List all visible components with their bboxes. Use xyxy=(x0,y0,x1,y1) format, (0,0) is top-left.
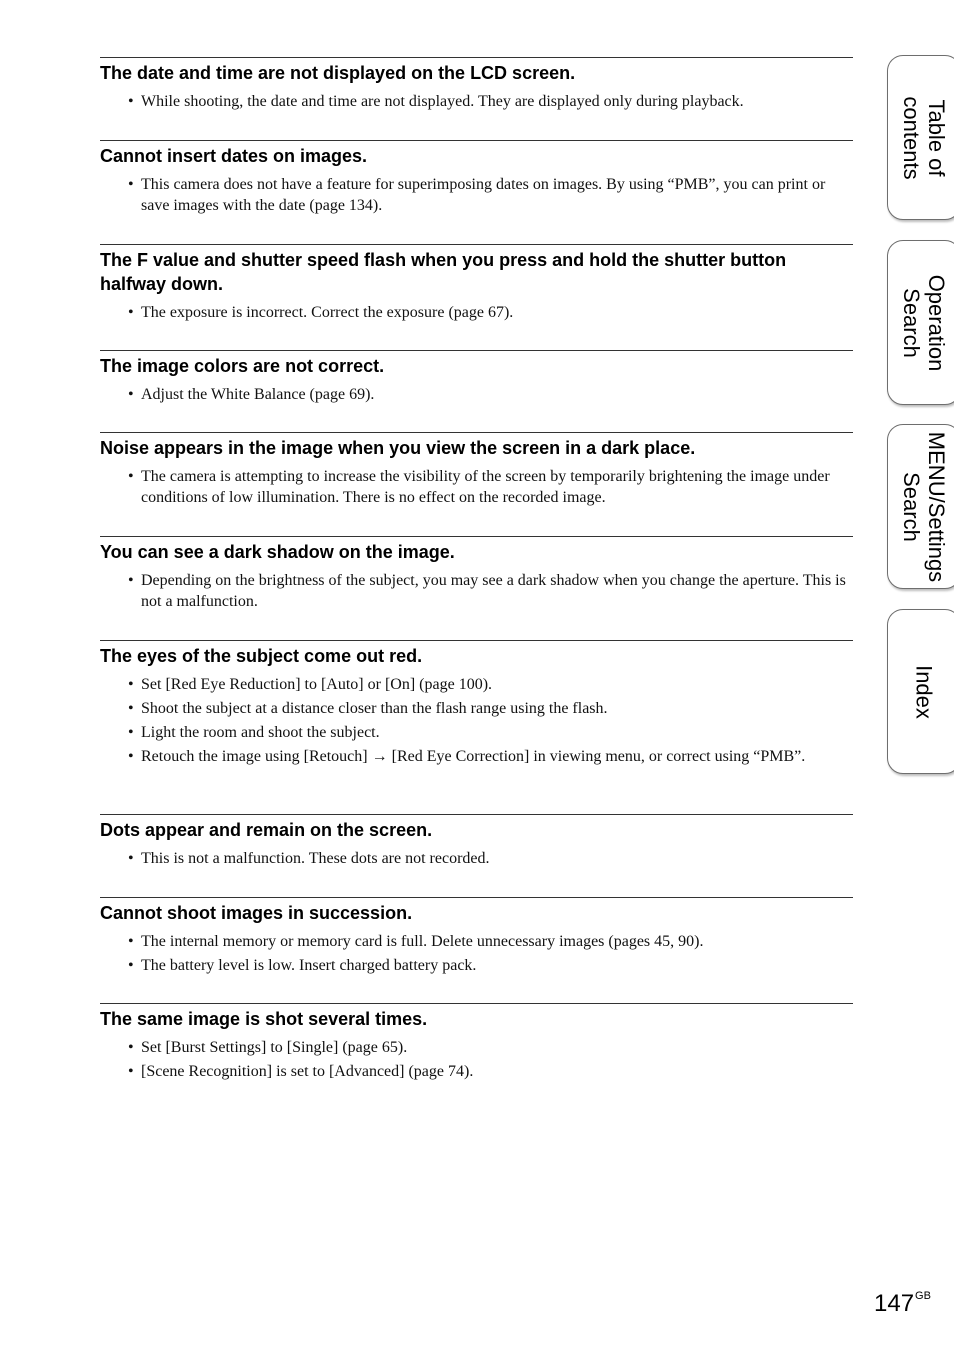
section-dots xyxy=(100,814,853,897)
bullet-list xyxy=(100,925,853,976)
bullet-item: • Set [Red Eye Reduction] to [Auto] or [On] (page 100). xyxy=(100,674,853,695)
tab-label: MENU/Settings Search xyxy=(899,431,949,582)
bullet-item: • Adjust the White Balance (page 69). xyxy=(100,384,853,405)
bullet-list xyxy=(100,564,853,612)
bullet-list xyxy=(100,668,853,767)
section-heading: The F value and shutter speed flash when you press and hold the shutter button halfway down. xyxy=(100,250,787,294)
bullet-list xyxy=(100,842,853,869)
bullet-item: • Shoot the subject at a distance closer than the flash range using the flash. xyxy=(100,698,853,719)
bullet-item: • Retouch the image using [Retouch] → [Red Eye Correction] in viewing menu, or correct using “PMB”. xyxy=(100,746,853,767)
section-heading: Cannot shoot images in succession. xyxy=(100,903,413,923)
bullet-item: • The exposure is incorrect. Correct the exposure (page 67). xyxy=(100,302,853,323)
tab-table-of-contents[interactable] xyxy=(887,55,954,220)
bullet-list xyxy=(100,296,853,323)
troubleshooting-content xyxy=(100,57,853,1094)
tab-label: Table of contents xyxy=(899,95,949,180)
section-dark-shadow xyxy=(100,536,853,640)
page-region-code: GB xyxy=(915,1290,931,1302)
bullet-list xyxy=(100,168,853,216)
bullet-list xyxy=(100,1031,853,1082)
section-date-time xyxy=(100,57,853,140)
section-same-image xyxy=(100,1003,853,1094)
tab-label: Index xyxy=(911,664,937,719)
bullet-item: • The internal memory or memory card is full. Delete unnecessary images (pages 45, 90). xyxy=(100,931,853,952)
section-heading: Dots appear and remain on the screen. xyxy=(100,820,433,840)
tab-index[interactable] xyxy=(887,609,954,774)
section-heading: Cannot insert dates on images. xyxy=(100,146,368,166)
section-heading: The image colors are not correct. xyxy=(100,356,385,376)
page-number-value: 147 xyxy=(874,1290,915,1317)
page-number xyxy=(874,1290,931,1318)
bullet-item: • Depending on the brightness of the subject, you may see a dark shadow when you change the aperture. This is not a malfunction. xyxy=(100,570,853,612)
bullet-item: • While shooting, the date and time are not displayed. They are displayed only during playback. xyxy=(100,91,853,112)
tab-menu-settings-search[interactable] xyxy=(887,424,954,589)
section-heading: The date and time are not displayed on the LCD screen. xyxy=(100,63,576,83)
bullet-list xyxy=(100,378,853,405)
section-f-value-flash xyxy=(100,244,853,350)
section-insert-dates xyxy=(100,140,853,244)
bullet-list xyxy=(100,85,853,112)
section-image-colors xyxy=(100,350,853,432)
bullet-item: • This is not a malfunction. These dots are not recorded. xyxy=(100,848,853,869)
tab-operation-search[interactable] xyxy=(887,240,954,405)
bullet-item: • Light the room and shoot the subject. xyxy=(100,722,853,743)
bullet-item: • Set [Burst Settings] to [Single] (page 65). xyxy=(100,1037,853,1058)
section-heading: The eyes of the subject come out red. xyxy=(100,646,423,666)
bullet-item: • The camera is attempting to increase the visibility of the screen by temporarily brightening the image under conditions of low illumination. There is no effect on the recorded image. xyxy=(100,466,853,508)
section-succession xyxy=(100,897,853,1003)
tab-label: Operation Search xyxy=(899,274,949,371)
section-heading: The same image is shot several times. xyxy=(100,1009,428,1029)
section-red-eye xyxy=(100,640,853,814)
section-noise-dark-place xyxy=(100,432,853,536)
bullet-item: • The battery level is low. Insert charged battery pack. xyxy=(100,955,853,976)
bullet-item: • This camera does not have a feature for superimposing dates on images. By using “PMB”, you can print or save images with the date (page 134). xyxy=(100,174,853,216)
bullet-list xyxy=(100,460,853,508)
section-heading: You can see a dark shadow on the image. xyxy=(100,542,455,562)
section-heading: Noise appears in the image when you view the screen in a dark place. xyxy=(100,438,696,458)
bullet-item: • [Scene Recognition] is set to [Advanced] (page 74). xyxy=(100,1061,853,1082)
